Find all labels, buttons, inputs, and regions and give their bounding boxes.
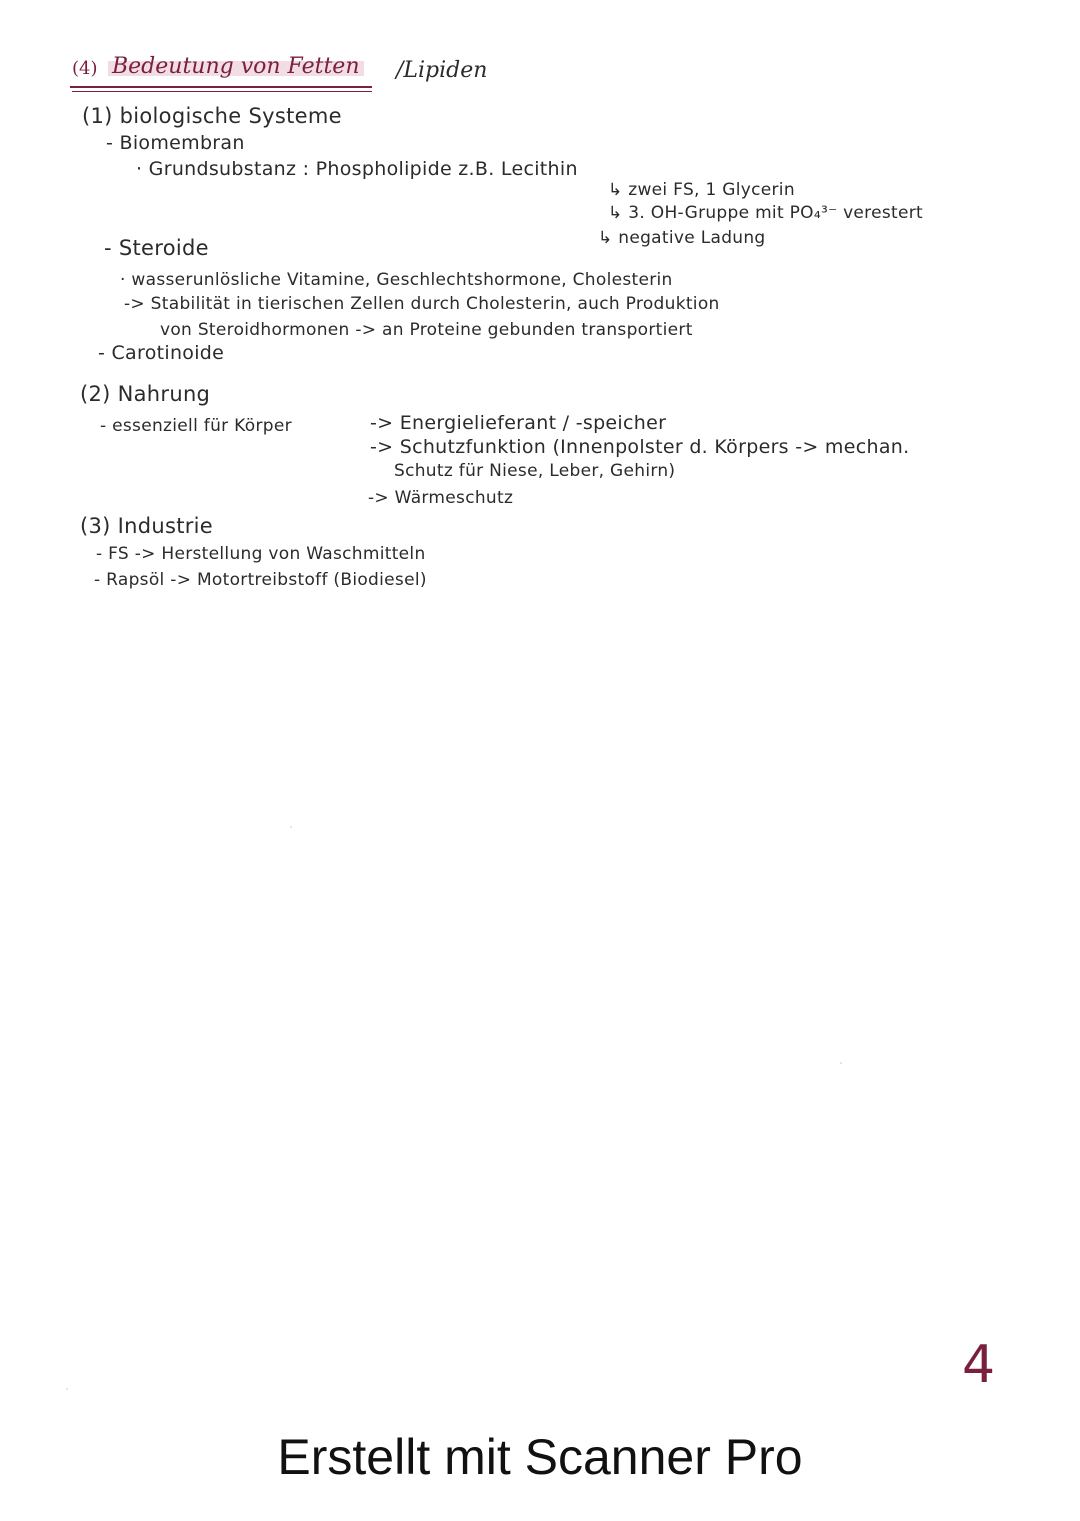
stabilitaet-line: -> Stabilität in tierischen Zellen durch Cholesterin, auch Produktion bbox=[124, 294, 720, 314]
schutz-line: -> Schutzfunktion (Innenpolster d. Körpers -> mechan. bbox=[370, 436, 910, 458]
steroide-list: · wasserunlösliche Vitamine, Geschlechtshormone, Cholesterin bbox=[120, 270, 673, 290]
heading-underline bbox=[70, 86, 372, 88]
carotinoide-item: - Carotinoide bbox=[98, 342, 225, 364]
heading-title: Bedeutung von Fetten bbox=[108, 54, 364, 79]
waerme-line: -> Wärmeschutz bbox=[368, 488, 514, 508]
heading-underline-double bbox=[72, 91, 372, 92]
page-number: 4 bbox=[962, 1335, 996, 1395]
section-1-title: (1) biologische Systeme bbox=[82, 104, 342, 128]
steroide-item: - Steroide bbox=[104, 236, 209, 260]
rapsoel-item: - Rapsöl -> Motortreibstoff (Biodiesel) bbox=[94, 570, 427, 590]
steroidhormone-line: von Steroidhormonen -> an Proteine gebunden transportiert bbox=[160, 320, 693, 340]
schutz-line-2: Schutz für Niese, Leber, Gehirn) bbox=[394, 461, 676, 481]
heading-number: (4) bbox=[72, 58, 98, 79]
fs-item: - FS -> Herstellung von Waschmitteln bbox=[96, 544, 426, 564]
section-2-title: (2) Nahrung bbox=[80, 382, 211, 406]
energie-line: -> Energielieferant / -speicher bbox=[370, 412, 667, 434]
section-3-title: (3) Industrie bbox=[80, 514, 214, 538]
heading-suffix: /Lipiden bbox=[396, 58, 488, 83]
lecithin-sub-3: ↳ negative Ladung bbox=[598, 228, 766, 248]
scanner-watermark-footer: Erstellt mit Scanner Pro bbox=[277, 1429, 803, 1485]
lecithin-sub-1: ↳ zwei FS, 1 Glycerin bbox=[608, 180, 795, 200]
grundsubstanz-item: · Grundsubstanz : Phospholipide z.B. Lecithin bbox=[136, 158, 578, 180]
paper-speck bbox=[840, 1062, 842, 1064]
paper-speck bbox=[290, 826, 292, 828]
essenziell-item: - essenziell für Körper bbox=[100, 416, 292, 436]
paper-speck bbox=[66, 1388, 68, 1390]
lecithin-sub-2: ↳ 3. OH-Gruppe mit PO₄³⁻ verestert bbox=[608, 203, 923, 223]
biomembran-item: - Biomembran bbox=[106, 132, 245, 154]
